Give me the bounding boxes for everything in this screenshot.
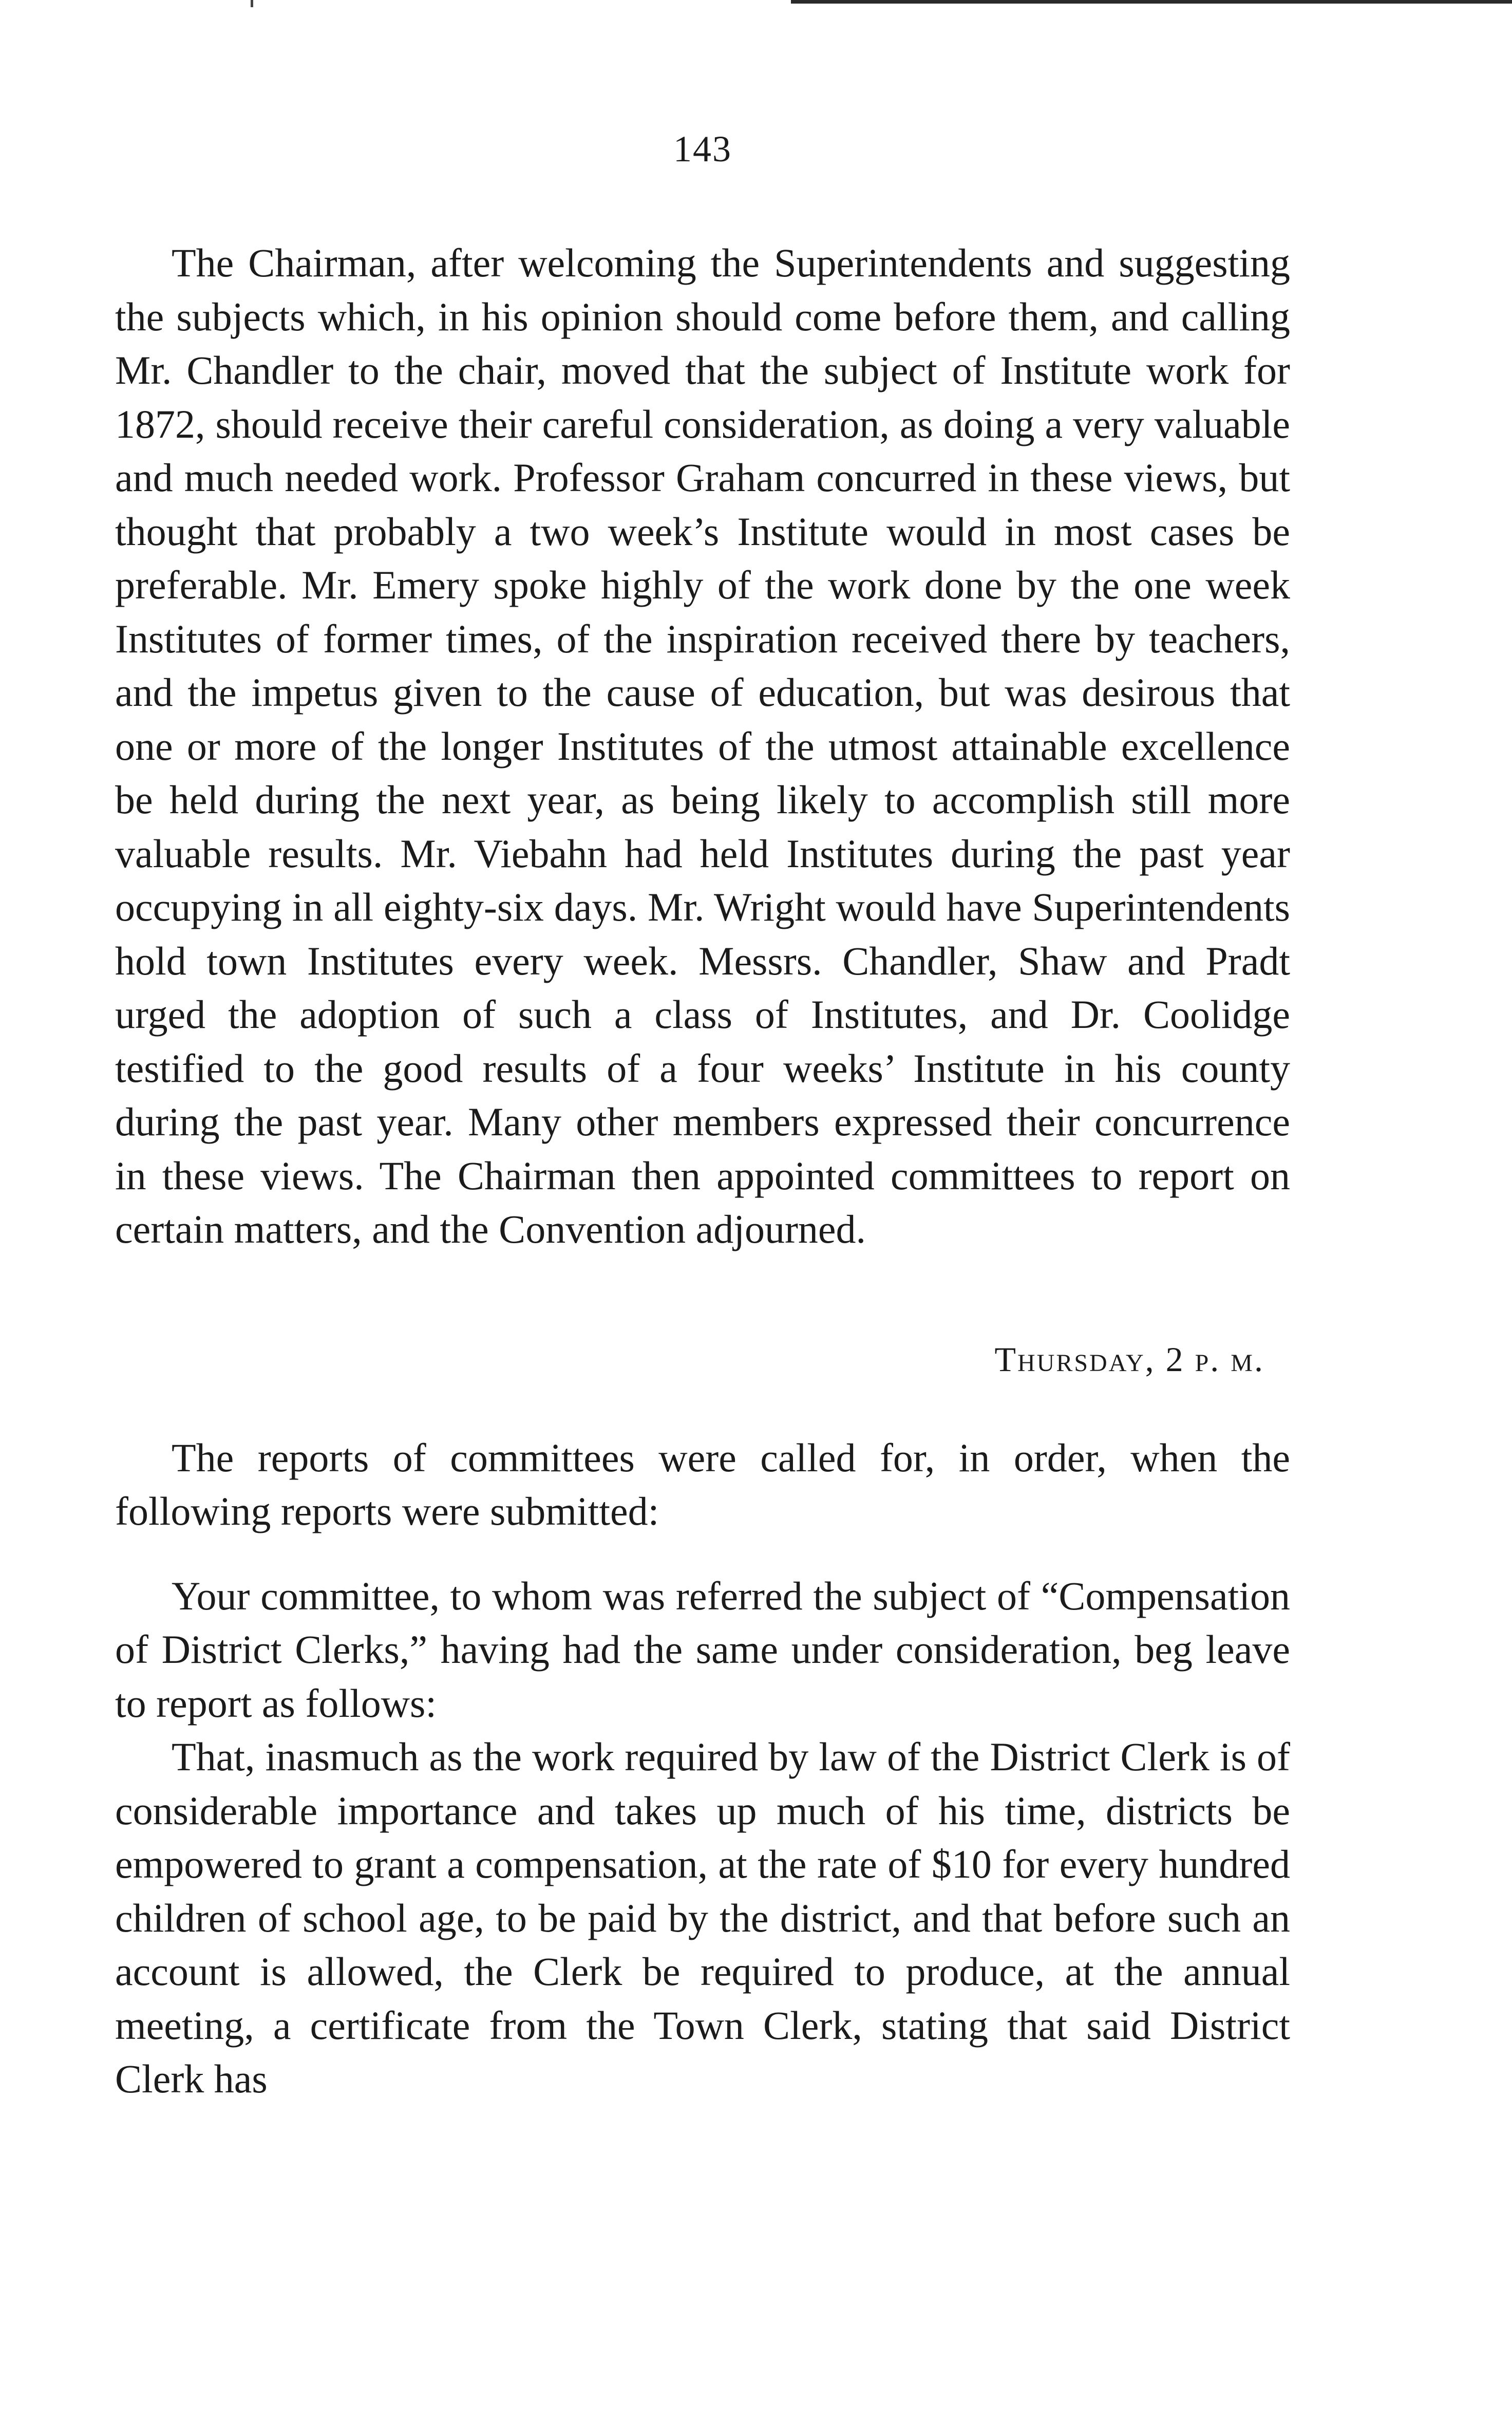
paragraph-convention-discussion: The Chairman, after welcoming the Superintendents and suggesting the subjects which, in his opinion should come before them, and calling Mr. Chandler to the chair, moved that the subject of Institute work for 1872, should receive their careful consideration, as doing a very valuable and much needed work. Professor Graham concurred in these views, but thought that probably a two week’s Institute would in most cases be preferable. Mr. Emery spoke highly of the work done by the one week Institutes of former times, of the inspiration received there by teachers, and the impetus given to the cause of education, but was desirous that one or more of the longer Institutes of the utmost attainable excellence be held during the next year, as being likely to accomplish still more valuable results. Mr. Viebahn had held Institutes during the past year occupying in all eighty-six days. Mr. Wright would have Superintendents hold town Institutes every week. Messrs. Chandler, Shaw and Pradt urged the adoption of such a class of Institutes, and Dr. Coolidge testified to the good results of a four weeks’ Institute in his county during the past year. Many other members expressed their concurrence in these views. The Chairman then appointed committees to report on certain matters, and the Convention adjourned. — [115, 240, 1290, 1251]
paragraph-reports-called: The reports of committees were called for, in order, when the following reports were submitted: — [115, 1435, 1290, 1533]
paragraph-compensation-proposal: That, inasmuch as the work required by law of the District Clerk is of considerable importance and takes up much of his time, districts be empowered to grant a compensation, at the rate of $10 for every hundred children of school age, to be paid by the district, and that before such an account is allowed, the Clerk be required to produce, at the annual meeting, a certificate from the Town Clerk, stating that said District Clerk has — [115, 1734, 1290, 2101]
paragraph-gap — [115, 1539, 1290, 1569]
document-page — [115, 128, 1290, 2106]
scan-edge-mark — [251, 0, 253, 7]
page-number: 143 — [673, 128, 732, 170]
session-dateline: Thursday, 2 p. m. — [994, 1339, 1264, 1379]
paragraph-committee-intro: Your committee, to whom was referred the subject of “Compensation of District Clerks,” having had the same under consideration, beg leave to report as follows: — [115, 1573, 1290, 1726]
scan-edge-rule — [791, 0, 1512, 4]
